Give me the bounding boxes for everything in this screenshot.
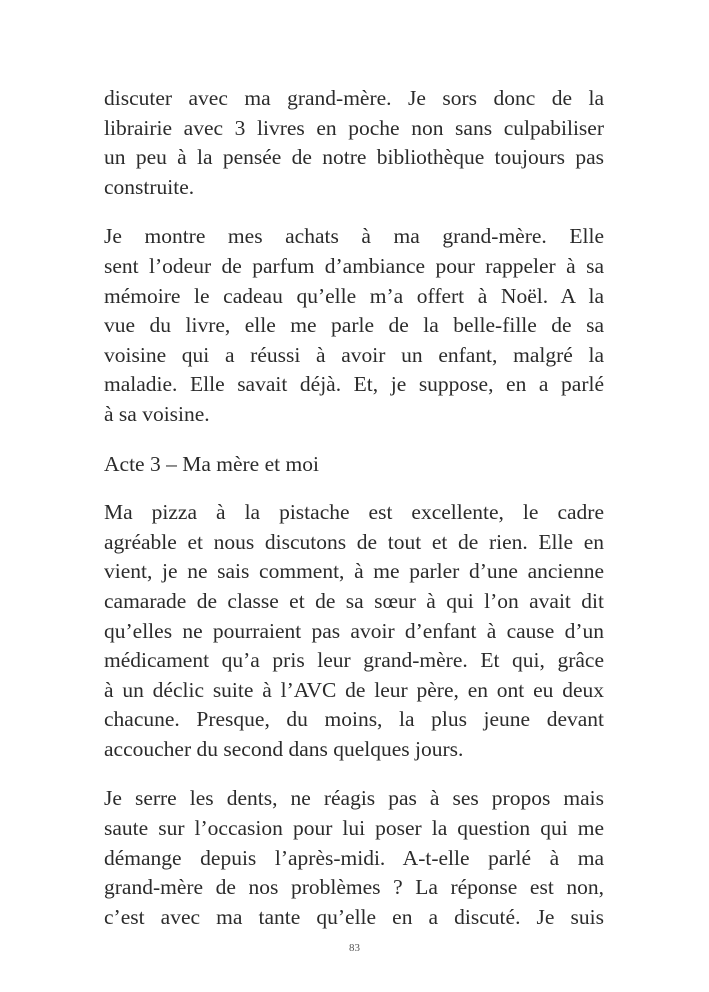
text-line: Je montre mes achats à ma grand-mère. Elle [104, 224, 604, 249]
text-line: chacune. Presque, du moins, la plus jeune devant [104, 707, 604, 732]
text-line: mémoire le cadeau qu’elle m’a offert à Noël. A la [104, 283, 604, 308]
text-line: sent l’odeur de parfum d’ambiance pour rappeler à sa [104, 253, 604, 278]
paragraph-4 [104, 784, 604, 932]
text-line: qu’elles ne pourraient pas avoir d’enfant à cause d’un [104, 618, 604, 643]
text-line: grand-mère de nos problèmes ? La réponse est non, [104, 875, 604, 900]
text-line: Je serre les dents, ne réagis pas à ses propos mais [104, 786, 604, 811]
text-line: à sa voisine. [104, 401, 210, 426]
text-line: à un déclic suite à l’AVC de leur père, en ont eu deux [104, 677, 604, 702]
text-line: camarade de classe et de sa sœur à qui l’on avait dit [104, 588, 604, 613]
section-heading: Acte 3 – Ma mère et moi [104, 451, 319, 476]
text-line: Ma pizza à la pistache est excellente, le cadre [104, 500, 604, 525]
text-line: démange depuis l’après-midi. A-t-elle parlé à ma [104, 845, 604, 870]
text-line: agréable et nous discutons de tout et de rien. Elle en [104, 529, 604, 554]
page-body [104, 84, 604, 952]
text-line: accoucher du second dans quelques jours. [104, 736, 464, 761]
text-line: c’est avec ma tante qu’elle en a discuté. Je suis [104, 904, 604, 929]
text-line: vient, je ne sais comment, à me parler d’une ancienne [104, 559, 604, 584]
text-line: vue du livre, elle me parle de la belle-fille de sa [104, 313, 604, 338]
text-line: voisine qui a réussi à avoir un enfant, malgré la [104, 342, 604, 367]
text-line: librairie avec 3 livres en poche non sans culpabiliser [104, 115, 604, 140]
paragraph-1 [104, 84, 604, 202]
text-line: saute sur l’occasion pour lui poser la question qui me [104, 816, 604, 841]
text-line: construite. [104, 174, 195, 199]
text-line: discuter avec ma grand-mère. Je sors donc de la [104, 86, 604, 110]
text-line: médicament qu’a pris leur grand-mère. Et qui, grâce [104, 648, 604, 673]
paragraph-2 [104, 222, 604, 429]
paragraph-3 [104, 498, 604, 764]
text-line: un peu à la pensée de notre bibliothèque toujours pas [104, 145, 604, 170]
page-number: 83 [349, 942, 360, 954]
text-line: maladie. Elle savait déjà. Et, je suppose, en a parlé [104, 372, 604, 397]
